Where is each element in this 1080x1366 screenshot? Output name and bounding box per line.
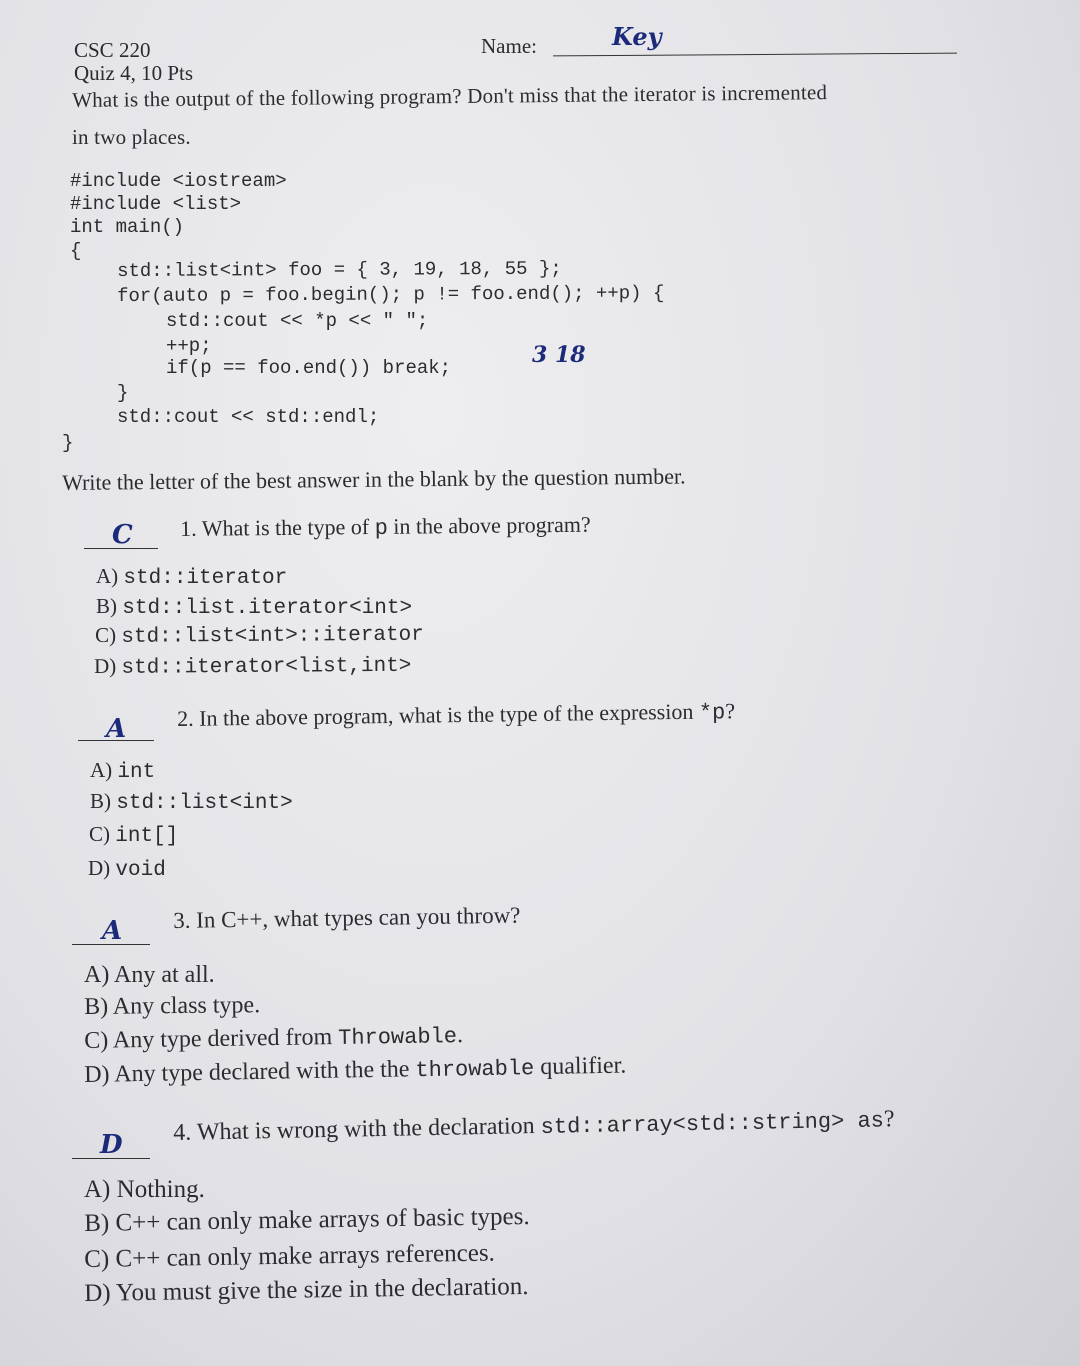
option-c <box>84 1240 495 1274</box>
name-label: Name: <box>481 34 537 58</box>
option-text: You must give the size in the declaration. <box>115 1273 529 1307</box>
option-code: Throwable <box>337 1024 458 1052</box>
course-title: CSC 220 <box>74 38 151 62</box>
code-line: } <box>117 382 129 404</box>
question-code: std::array<std::string> as <box>540 1108 885 1140</box>
answer-value: A <box>102 916 123 946</box>
prompt-line-2: in two places. <box>72 125 191 149</box>
option-text: std::iterator <box>123 567 288 590</box>
answer-value: C <box>112 520 133 550</box>
option-text: std::list<int> <box>116 792 293 815</box>
option-text: Any class type. <box>112 992 261 1020</box>
option-letter: A) <box>96 564 119 588</box>
output-answer: 3 18 <box>532 342 586 368</box>
option-text: std::list<int>::iterator <box>121 623 424 649</box>
option-letter: C) <box>95 622 117 647</box>
option-text: Any type declared with the the <box>114 1056 410 1088</box>
quiz-title: Quiz 4, 10 Pts <box>74 61 194 85</box>
answer-value: D <box>100 1130 123 1160</box>
option-c <box>84 1022 463 1055</box>
option-a <box>90 758 155 784</box>
option-letter: A) <box>84 1176 111 1203</box>
option-text: std::iterator<list,int> <box>121 654 412 680</box>
option-letter: A) <box>84 962 110 988</box>
option-text: Any type derived from <box>112 1024 333 1054</box>
code-line: { <box>70 240 82 262</box>
option-a <box>96 564 287 590</box>
option-b <box>84 1203 530 1238</box>
option-d <box>94 652 411 680</box>
option-letter: B) <box>96 594 117 618</box>
option-b <box>84 992 260 1021</box>
option-d <box>84 1273 529 1308</box>
option-text: std::list.iterator<int> <box>122 597 413 620</box>
option-b <box>96 594 412 620</box>
option-letter: D) <box>84 1061 110 1088</box>
option-letter: B) <box>84 1209 110 1237</box>
question-text <box>180 512 591 543</box>
option-text: int <box>117 761 156 784</box>
option-a <box>84 962 215 989</box>
question-number: 1. <box>180 515 197 541</box>
code-line: #include <iostream> <box>70 170 287 192</box>
option-d <box>84 1053 626 1089</box>
option-text: Any at all. <box>114 962 215 988</box>
question-text <box>173 903 521 934</box>
question-text <box>177 698 735 733</box>
question-stem: In the above program, what is the type of the expression <box>198 698 694 731</box>
option-letter: D) <box>94 653 117 678</box>
name-value: Key <box>612 22 662 51</box>
option-a <box>84 1176 205 1204</box>
question-code: *p <box>698 700 726 726</box>
question-stem-end: ? <box>725 698 736 724</box>
option-c <box>89 822 178 848</box>
code-line: std::cout << std::endl; <box>117 406 380 428</box>
option-text: void <box>115 859 166 882</box>
question-stem: What is the type of <box>201 514 370 541</box>
option-letter: C) <box>89 822 110 846</box>
option-code: throwable <box>415 1056 535 1084</box>
option-letter: C) <box>84 1245 110 1273</box>
instructions: Write the letter of the best answer in the blank by the question number. <box>62 463 686 495</box>
code-line: if(p == foo.end()) break; <box>166 357 452 379</box>
option-letter: C) <box>84 1027 109 1054</box>
prompt-line-1: What is the output of the following program? Don't miss that the iterator is incremented <box>72 80 828 112</box>
option-d <box>88 856 166 882</box>
question-stem: What is wrong with the declaration <box>196 1113 535 1146</box>
option-text: C++ can only make arrays of basic types. <box>115 1203 530 1237</box>
code-line: } <box>62 432 74 454</box>
option-letter: B) <box>90 789 111 813</box>
question-number: 3. <box>173 907 191 933</box>
answer-value: A <box>106 714 127 744</box>
option-text: Nothing. <box>116 1176 205 1203</box>
option-letter: D) <box>88 856 111 880</box>
question-number: 4. <box>173 1119 192 1146</box>
option-b <box>90 789 293 815</box>
option-letter: B) <box>84 993 109 1020</box>
question-stem: In C++, what types can you throw? <box>195 902 521 933</box>
option-letter: A) <box>90 758 113 782</box>
code-line: std::cout << *p << " "; <box>166 310 429 332</box>
code-line: #include <list> <box>70 193 242 215</box>
code-line: int main() <box>70 216 185 238</box>
name-line <box>553 53 957 57</box>
code-line: for(auto p = foo.begin(); p != foo.end(); ++p) { <box>117 282 665 307</box>
question-stem-end: in the above program? <box>393 511 591 539</box>
option-c <box>95 621 424 649</box>
question-number: 2. <box>177 705 194 731</box>
option-text-end: . <box>456 1022 464 1049</box>
option-text: C++ can only make arrays references. <box>115 1239 496 1273</box>
option-text-end: qualifier. <box>540 1052 627 1081</box>
question-code: p <box>374 515 388 541</box>
question-stem-end: ? <box>883 1106 895 1133</box>
question-text <box>173 1106 895 1147</box>
option-text: int[] <box>115 825 179 848</box>
option-letter: D) <box>84 1279 111 1307</box>
code-line: std::list<int> foo = { 3, 19, 18, 55 }; <box>117 257 562 282</box>
code-line: ++p; <box>166 335 212 357</box>
